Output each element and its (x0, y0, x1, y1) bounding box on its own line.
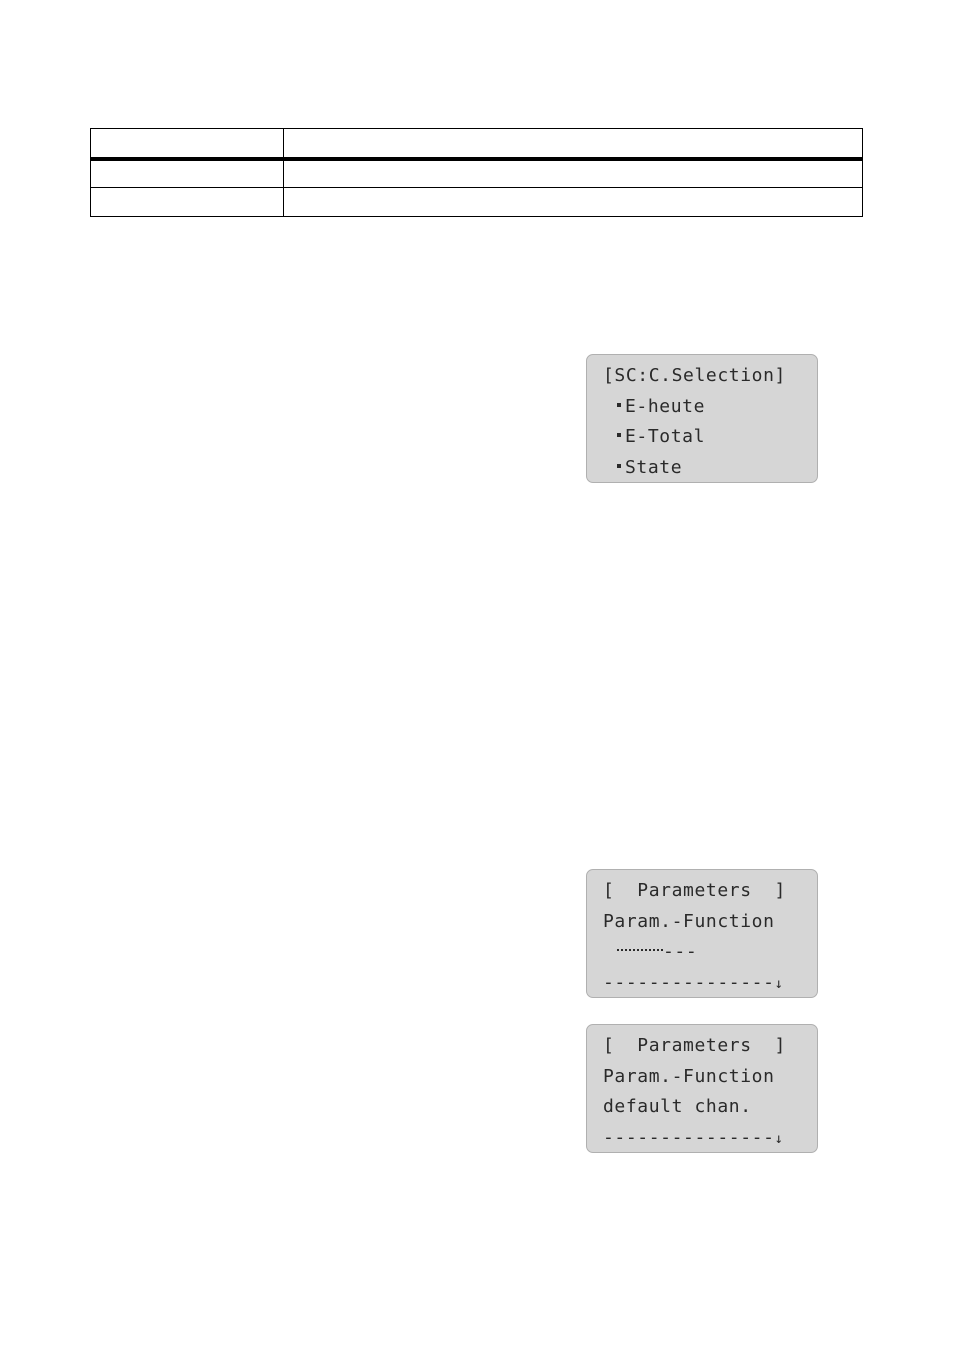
lcd-title: [ Parameters ] (603, 1035, 786, 1056)
lcd-list-item-label: E-Total (625, 426, 706, 447)
bullet-icon (617, 433, 621, 437)
lcd-value: --- (663, 941, 698, 962)
lcd-function-label: Param.-Function (603, 1065, 775, 1087)
lcd-list-item (603, 392, 817, 423)
header-table-row (91, 188, 863, 217)
header-table-row (91, 159, 863, 188)
header-table-cell (284, 188, 863, 217)
lcd-divider-line (603, 968, 817, 999)
lcd-divider: --------------- (603, 971, 775, 993)
lcd-list-item (603, 422, 817, 453)
header-table-cell (284, 159, 863, 188)
down-arrow-icon: ↓ (774, 975, 784, 992)
down-arrow-icon: ↓ (774, 1130, 784, 1147)
lcd-display-parameters-default (586, 1024, 818, 1153)
header-table (90, 128, 863, 217)
header-table-cell (91, 188, 284, 217)
lcd-divider: --------------- (603, 1126, 775, 1148)
lcd-value-line (603, 937, 817, 968)
lcd-list-item (603, 453, 817, 484)
lcd-function-label: Param.-Function (603, 910, 775, 932)
header-table-row (91, 129, 863, 159)
header-table-cell (284, 129, 863, 159)
bullet-icon (617, 464, 621, 468)
lcd-value: default chan. (603, 1096, 752, 1117)
header-table-cell (91, 159, 284, 188)
lcd-display-parameters-empty (586, 869, 818, 998)
bullet-icon (617, 403, 621, 407)
lcd-title: [ Parameters ] (603, 880, 786, 901)
lcd-title: [SC:C.Selection] (603, 365, 786, 386)
dotted-placeholder (617, 949, 663, 951)
lcd-display-channel-selection (586, 354, 818, 483)
header-table-cell (91, 129, 284, 159)
lcd-divider-line (603, 1123, 817, 1154)
lcd-list-item-label: State (625, 456, 683, 478)
lcd-list-item-label: E-heute (625, 395, 706, 417)
